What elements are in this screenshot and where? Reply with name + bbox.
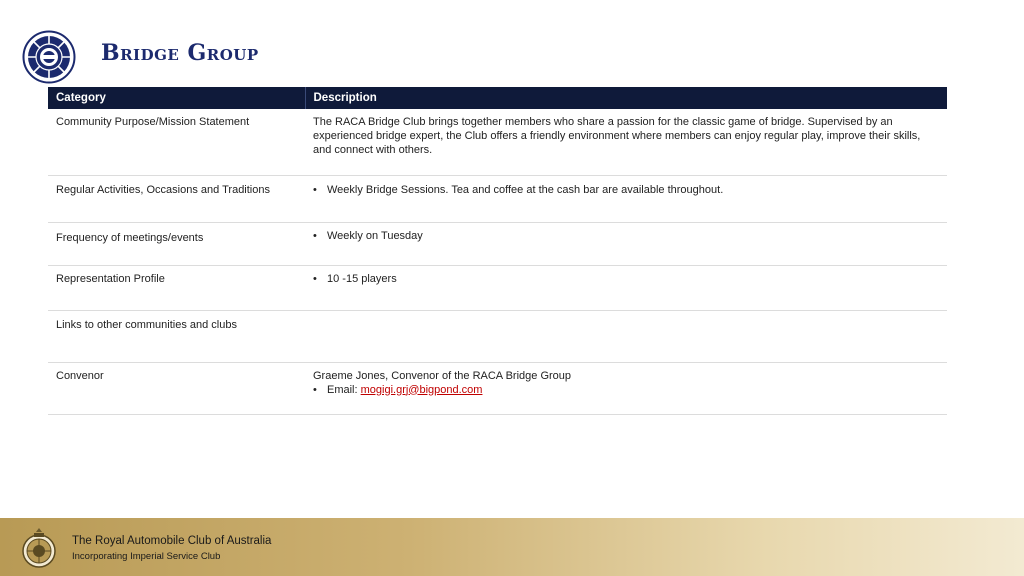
table-header-row	[48, 87, 947, 109]
table-row	[48, 362, 947, 414]
table-row	[48, 109, 947, 175]
bullet-dot: •	[313, 183, 317, 196]
table-row	[48, 265, 947, 310]
bullet-item	[313, 183, 939, 197]
bullet-text: Weekly Bridge Sessions. Tea and coffee at the cash bar are available throughout.	[327, 183, 724, 196]
info-table	[48, 87, 947, 415]
row-category: Frequency of meetings/events	[48, 222, 305, 265]
page-title: Bridge Group	[101, 40, 259, 66]
convenor-line: Graeme Jones, Convenor of the RACA Bridge Group	[313, 369, 572, 382]
row-description	[305, 362, 947, 414]
column-header-category: Category	[48, 87, 305, 109]
bullet-text: Weekly on Tuesday	[327, 229, 423, 242]
bullet-item	[313, 272, 939, 286]
row-description	[305, 222, 947, 265]
row-description	[305, 310, 947, 362]
bullet-text: 10 -15 players	[327, 272, 397, 285]
row-category: Community Purpose/Mission Statement	[48, 109, 305, 175]
row-category: Links to other communities and clubs	[48, 310, 305, 362]
row-description	[305, 265, 947, 310]
bullet-item	[313, 229, 939, 243]
table-row	[48, 310, 947, 362]
email-link[interactable]: mogigi.grj@bigpond.com	[360, 383, 483, 396]
row-category: Convenor	[48, 362, 305, 414]
bullet-item	[313, 383, 939, 397]
club-emblem-icon	[22, 30, 76, 84]
column-header-description: Description	[305, 87, 947, 109]
bullet-dot: •	[313, 229, 317, 242]
bullet-text	[327, 383, 482, 397]
club-crest-icon	[20, 526, 58, 570]
footer-club-subtitle: Incorporating Imperial Service Club	[72, 551, 221, 562]
row-description	[305, 175, 947, 222]
footer-club-name: The Royal Automobile Club of Australia	[72, 535, 272, 547]
bullet-dot: •	[313, 383, 317, 396]
table-row	[48, 175, 947, 222]
email-label: Email:	[327, 383, 361, 396]
row-description: The RACA Bridge Club brings together members who share a passion for the classic game of bridge. Supervised by an experienced bridge expert, the Club offers a friendly environment where members can enjoy regular play, improve their skills, and connect with others.	[305, 109, 947, 175]
row-category: Regular Activities, Occasions and Traditions	[48, 175, 305, 222]
bullet-dot: •	[313, 272, 317, 285]
table-row	[48, 222, 947, 265]
row-category: Representation Profile	[48, 265, 305, 310]
footer-bar	[0, 518, 1024, 576]
